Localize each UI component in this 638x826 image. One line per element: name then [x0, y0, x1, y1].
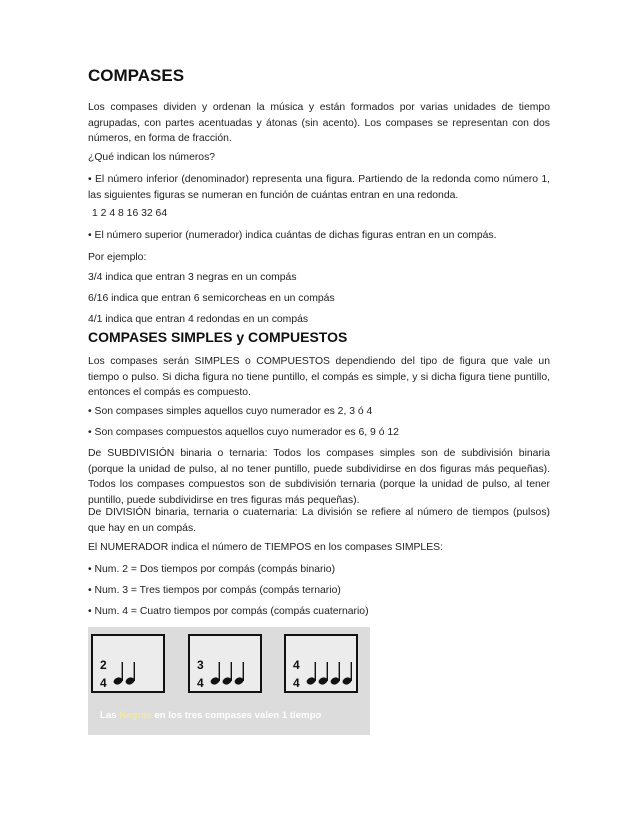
note-stem: [243, 662, 244, 681]
quarter-note-icon: [234, 659, 248, 687]
note-stem: [351, 662, 352, 681]
time-signature-top: 2: [100, 658, 107, 672]
time-signature-figure: [88, 627, 370, 735]
note-stem: [219, 662, 220, 681]
time-signature-bottom: 4: [293, 676, 300, 690]
time-signature-bottom: 4: [100, 676, 107, 690]
example-intro: Por ejemplo:: [88, 252, 147, 263]
measure-box: [91, 634, 165, 693]
num-list-item: • Num. 3 = Tres tiempos por compás (compás ternario): [88, 585, 341, 596]
num-list-item: • Num. 4 = Cuatro tiempos por compás (compás cuaternario): [88, 606, 369, 617]
simple-list-item: • Son compases simples aquellos cuyo numerador es 2, 3 ó 4: [88, 406, 373, 417]
note-stem: [231, 662, 232, 681]
note-stem: [134, 662, 135, 681]
caption-highlight: Negras: [119, 710, 152, 721]
division-paragraph: De DIVISIÓN binaria, ternaria o cuaternaria: La división se refiere al número de tiempos (pulsos) que hay en un compás.: [88, 507, 550, 534]
note-stem: [327, 662, 328, 681]
page-title: COMPASES: [88, 66, 185, 85]
numerator-paragraph: • El número superior (numerador) indica cuántas de dichas figuras entran en un compás.: [88, 230, 497, 241]
note-stem: [339, 662, 340, 681]
compound-list-item: • Son compases compuestos aquellos cuyo numerador es 6, 9 ó 12: [88, 427, 399, 438]
note-stem: [315, 662, 316, 681]
figure-caption: [100, 710, 321, 721]
num-list-item: • Num. 2 = Dos tiempos por compás (compás binario): [88, 564, 336, 575]
example-item: 3/4 indica que entran 3 negras en un compás: [88, 272, 297, 283]
denominator-paragraph: • El número inferior (denominador) representa una figura. Partiendo de la redonda como número 1, las siguientes figuras se numeran en función de cuántas entran en una redonda.: [88, 174, 550, 201]
question-paragraph: ¿Qué indican los números?: [88, 152, 216, 163]
quarter-note-icon: [342, 659, 356, 687]
example-item: 6/16 indica que entran 6 semicorcheas en un compás: [88, 293, 335, 304]
time-signature-top: 3: [197, 658, 204, 672]
subdivision-paragraph: De SUBDIVISIÓN binaria o ternaria: Todos los compases simples son de subdivisión binaria (porque la unidad de pulso, al no tener puntillo, puede subdividirse en dos figuras más pequeñas). Todos los compases compuestos son de subdivisión ternaria (porque la unidad de pulso, al tener puntillo, puede subdividirse en tres figuras más pequeñas).: [88, 448, 550, 506]
time-signature-top: 4: [293, 658, 300, 672]
measure-box: [284, 634, 358, 693]
number-series: 1 2 4 8 16 32 64: [92, 208, 168, 219]
simple-compound-paragraph: Los compases serán SIMPLES o COMPUESTOS dependiendo del tipo de figura que vale un tiempo o pulso. Si dicha figura no tiene puntillo, el compás es simple, y si dicha figura tiene puntillo, entonces el compás es compuesto.: [88, 356, 550, 399]
time-signature-bottom: 4: [197, 676, 204, 690]
example-item: 4/1 indica que entran 4 redondas en un compás: [88, 314, 309, 325]
caption-post: en los tres compases valen 1 tiempo: [151, 710, 322, 721]
intro-paragraph: Los compases dividen y ordenan la música y están formados por varias unidades de tiempo agrupadas, con partes acentuadas y átonas (sin acento). Los compases se representan con dos números, en forma de fracción.: [88, 102, 550, 145]
numerator-rule: El NUMERADOR indica el número de TIEMPOS en los compases SIMPLES:: [88, 542, 443, 553]
section-subtitle: COMPASES SIMPLES y COMPUESTOS: [88, 329, 348, 345]
caption-pre: Las: [100, 710, 120, 721]
quarter-note-icon: [125, 659, 139, 687]
note-stem: [122, 662, 123, 681]
measure-box: [188, 634, 262, 693]
